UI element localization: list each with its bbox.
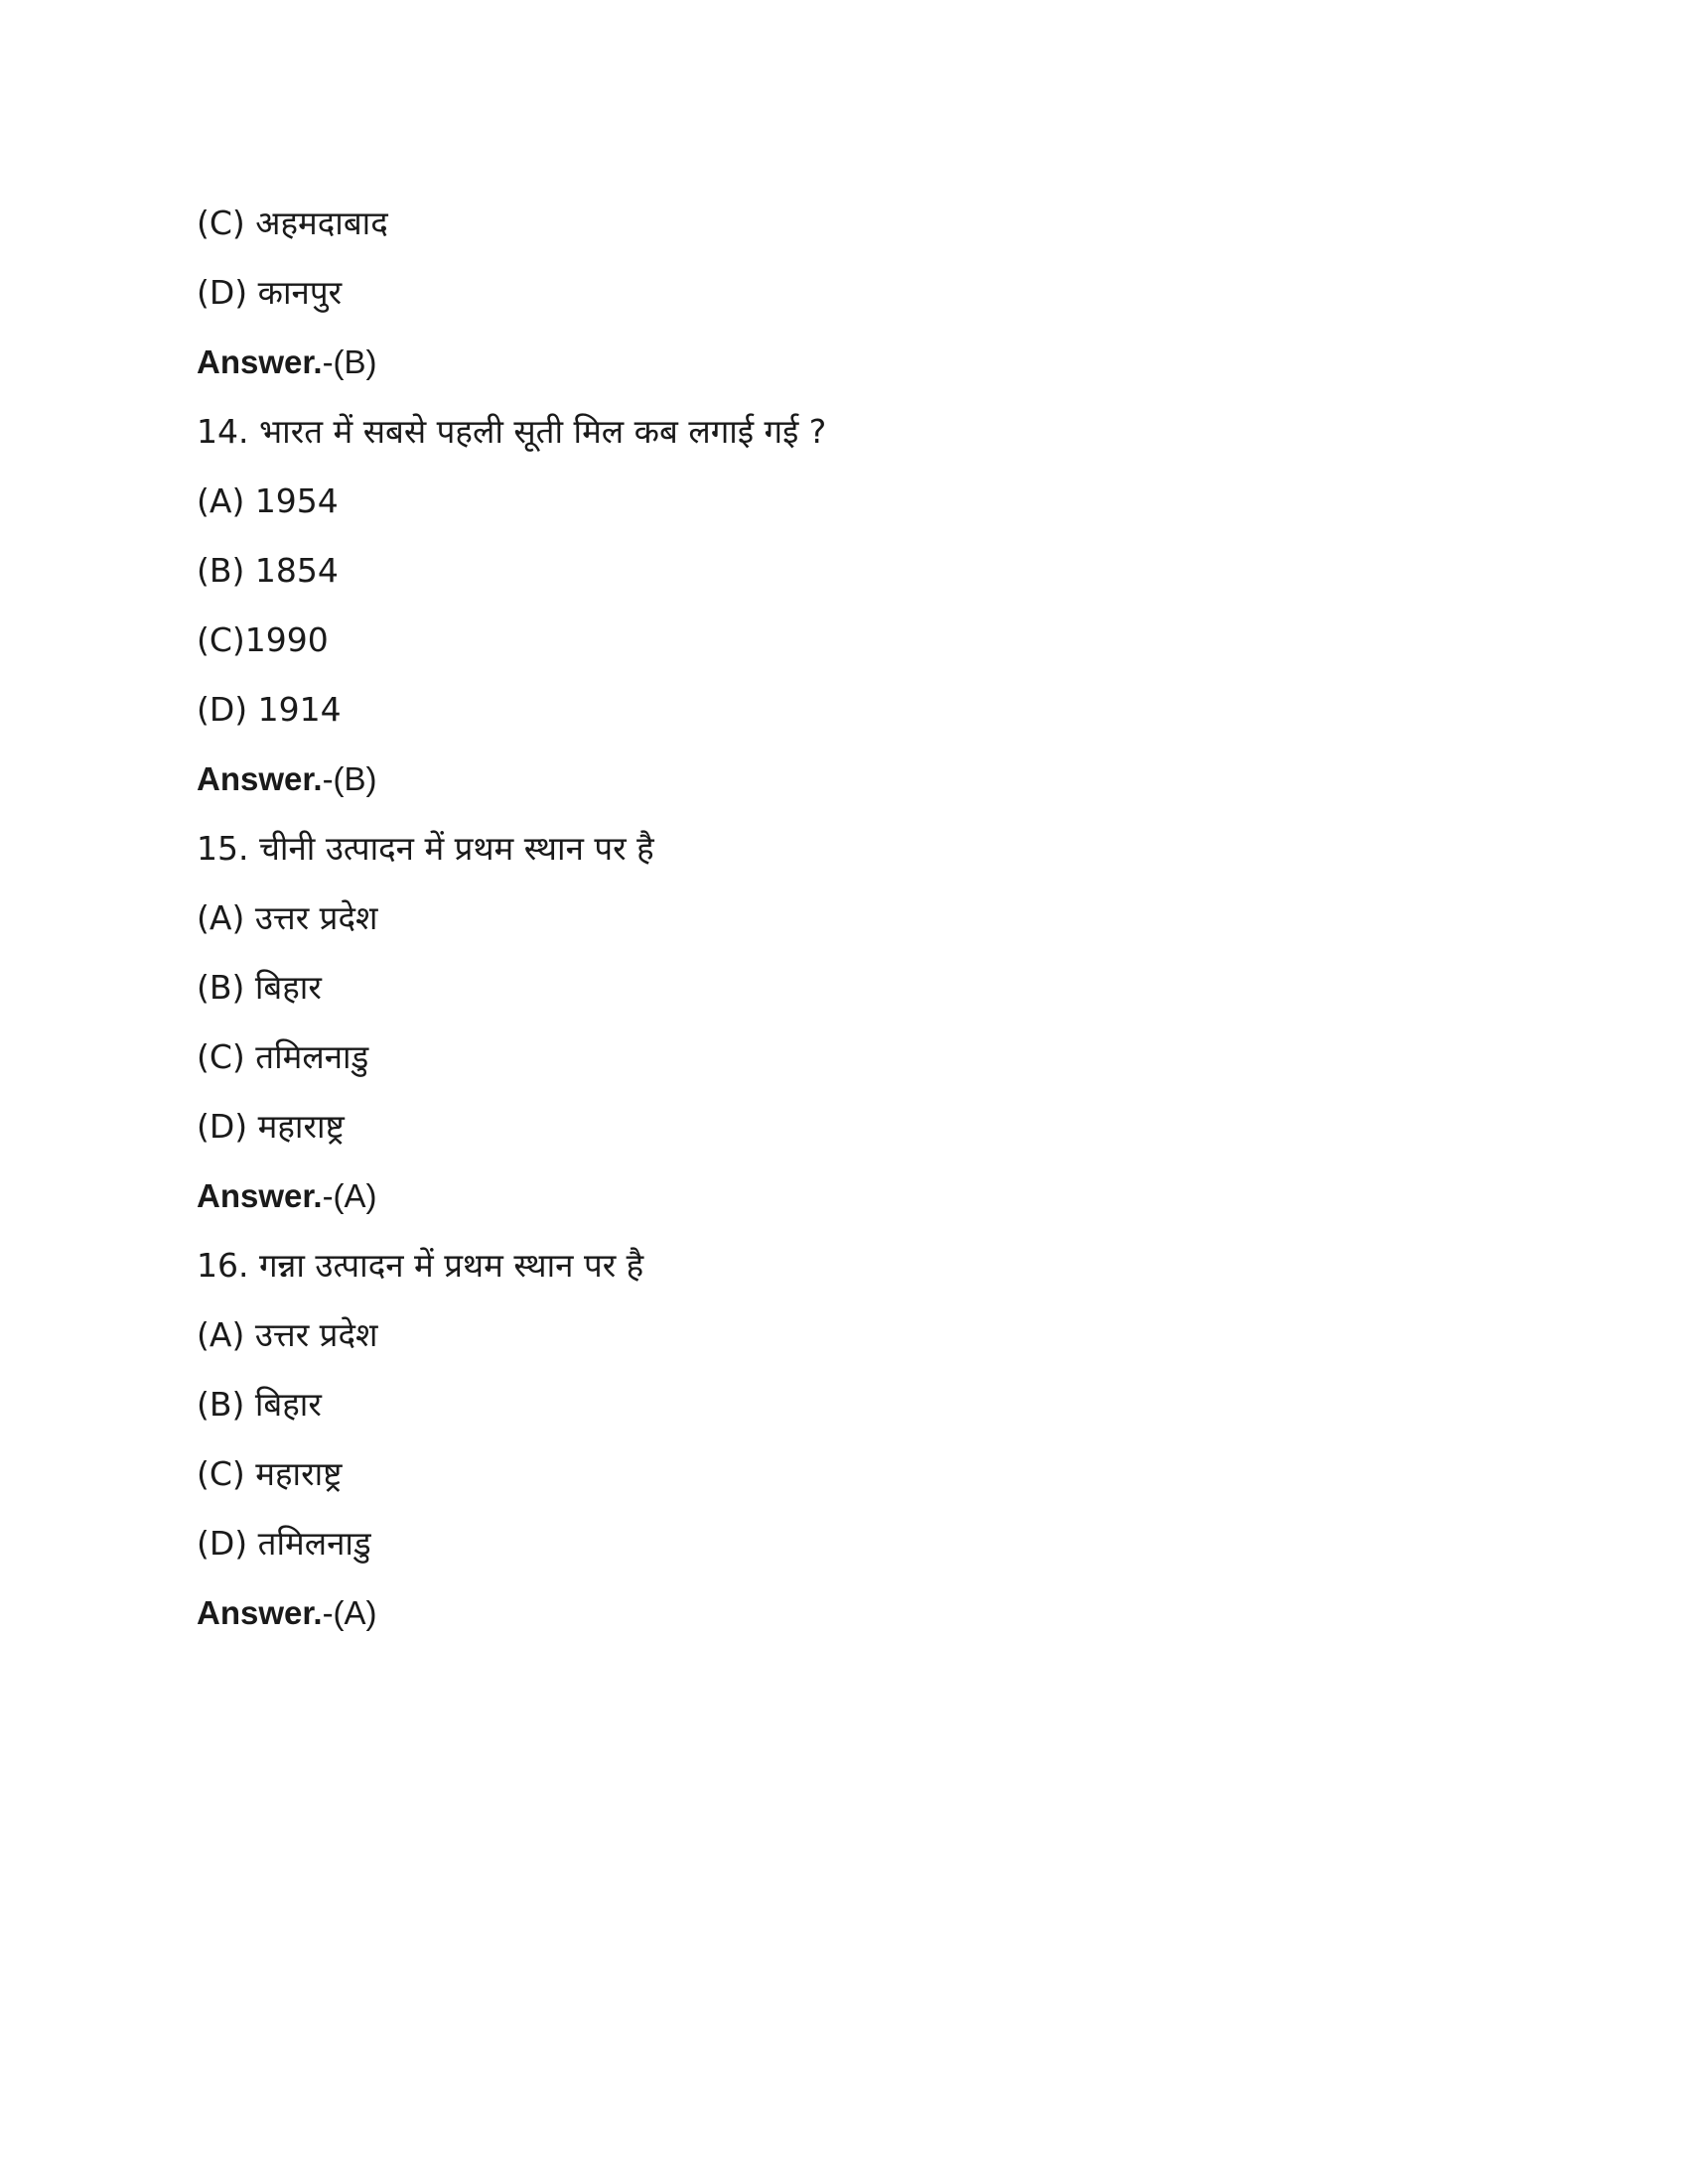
- q14-option-a: (A) 1954: [197, 481, 339, 520]
- q15-question: 15. चीनी उत्पादन में प्रथम स्थान पर है: [197, 829, 654, 868]
- q15-option-b: (B) बिहार: [197, 968, 322, 1007]
- q16-option-d: (D) तमिलनाडु: [197, 1524, 371, 1563]
- q13-option-c: (C) अहमदाबाद: [197, 204, 388, 242]
- q15-answer: [197, 1161, 1487, 1231]
- q16-answer: [197, 1578, 1487, 1648]
- document-page: [197, 189, 1487, 1648]
- answer-value: -(B): [322, 760, 377, 797]
- answer-label: Answer.: [197, 343, 323, 380]
- q14-option-c: (C)1990: [197, 620, 329, 659]
- q16-option-c: (C) महाराष्ट्र: [197, 1454, 343, 1493]
- q16-option-b: (B) बिहार: [197, 1385, 322, 1424]
- answer-label: Answer.: [197, 1177, 323, 1214]
- q14-option-b: (B) 1854: [197, 551, 339, 590]
- q16-option-a: (A) उत्तर प्रदेश: [197, 1315, 378, 1354]
- answer-value: -(A): [322, 1594, 377, 1631]
- q14-option-d: (D) 1914: [197, 690, 342, 729]
- q15-option-a: (A) उत्तर प्रदेश: [197, 898, 378, 937]
- q15-option-c: (C) तमिलनाडु: [197, 1037, 369, 1076]
- q16-question: 16. गन्ना उत्पादन में प्रथम स्थान पर है: [197, 1246, 644, 1285]
- q14-question: 14. भारत में सबसे पहली सूती मिल कब लगाई गई ?: [197, 412, 827, 451]
- answer-label: Answer.: [197, 760, 323, 797]
- q13-answer: [197, 328, 1487, 397]
- answer-value: -(B): [322, 343, 377, 380]
- answer-value: -(A): [322, 1177, 377, 1214]
- answer-label: Answer.: [197, 1594, 323, 1631]
- q13-option-d: (D) कानपुर: [197, 273, 343, 312]
- q15-option-d: (D) महाराष्ट्र: [197, 1107, 345, 1146]
- q14-answer: [197, 745, 1487, 814]
